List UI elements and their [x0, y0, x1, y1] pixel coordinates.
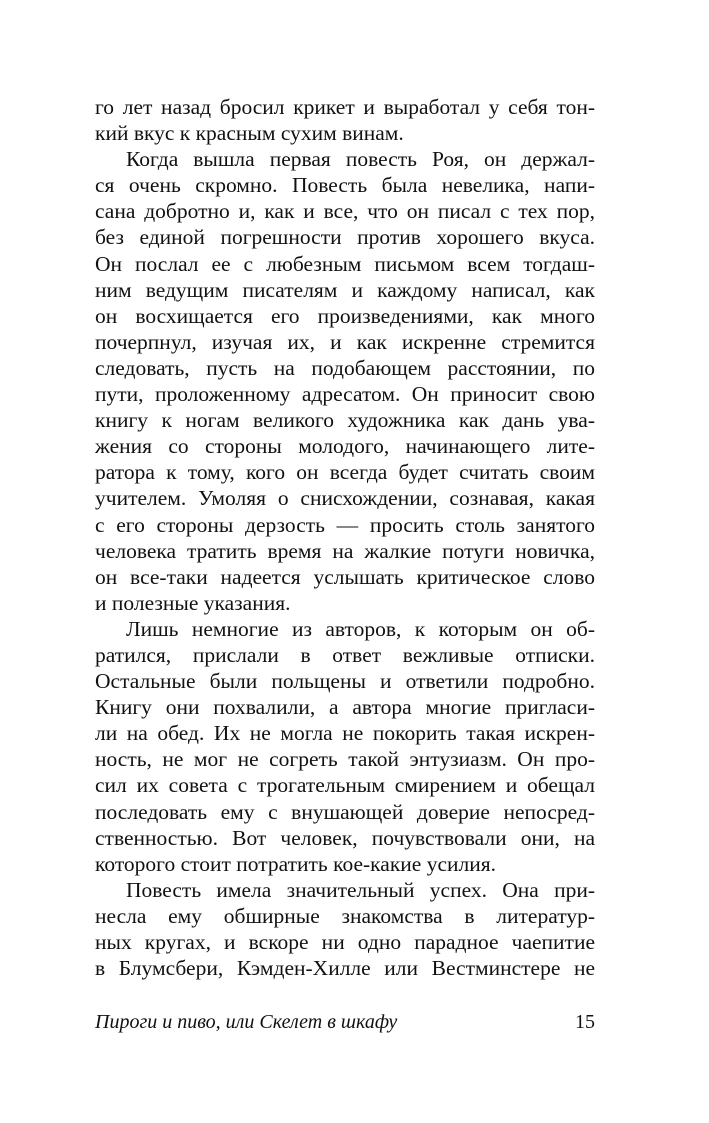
text-line: в Блумсбери, Кэмден-Хилле или Вестминстере не — [95, 956, 595, 981]
text-line: Лишь немногие из авторов, к которым он об- — [126, 616, 595, 641]
page-footer — [95, 1007, 595, 1037]
text-line: Книгу они похвалили, а автора многие пригласи- — [95, 695, 595, 720]
text-line: без единой погрешности против хорошего вкуса. — [95, 225, 595, 250]
text-line: несла ему обширные знакомства в литератур- — [95, 903, 595, 928]
text-line: ратился, прислали в ответ вежливые отписки. — [95, 642, 595, 667]
text-line: сил их совета с трогательным смирением и обещал — [95, 773, 595, 798]
text-line: которого стоит потратить кое-какие усилия. — [95, 851, 497, 876]
text-line: человека тратить время на жалкие потуги новичка, — [95, 538, 595, 563]
text-line: ных кругах, и вскоре ни одно парадное чаепитие — [95, 930, 595, 954]
page-number: 15 — [575, 1011, 595, 1033]
text-line: Остальные были польщены и ответили подробно. — [95, 669, 595, 694]
text-line: го лет назад бросил крикет и выработал у себя тон- — [95, 95, 595, 119]
text-line: ратора к тому, кого он всегда будет считать своим — [95, 460, 595, 485]
text-line: ся очень скромно. Повесть была невелика, напи- — [95, 173, 595, 198]
text-line: книгу к ногам великого художника как дань ува- — [95, 408, 595, 433]
text-line: сана добротно и, как и все, что он писал с тех пор, — [95, 199, 595, 224]
body-text — [95, 94, 595, 981]
text-line: он восхищается его произведениями, как много — [95, 303, 595, 328]
text-line: пути, проложенному адресатом. Он приносит свою — [95, 382, 595, 407]
text-line: и полезные указания. — [95, 590, 291, 615]
text-line: учителем. Умоляя о снисхождении, сознавая, какая — [95, 486, 595, 511]
text-line: жения со стороны молодого, начинающего лите- — [95, 434, 595, 459]
text-line: кий вкус к красным сухим винам. — [95, 121, 404, 146]
running-title: Пироги и пиво, или Скелет в шкафу — [95, 1011, 398, 1033]
text-line: с его стороны дерзость — просить столь занятого — [95, 512, 595, 537]
text-line: ли на обед. Их не могла не покорить такая искрен- — [95, 721, 595, 746]
text-line: Когда вышла первая повесть Роя, он держал- — [126, 147, 595, 172]
text-line: почерпнул, изучая их, и как искренне стремится — [95, 329, 595, 354]
text-line: Повесть имела значительный успех. Она при- — [126, 877, 595, 902]
text-line: ственностью. Вот человек, почувствовали они, на — [95, 825, 595, 850]
text-line: Он послал ее с любезным письмом всем тогдаш- — [95, 251, 595, 276]
text-line: он все-таки надеется услышать критическое слово — [95, 564, 595, 589]
text-line: последовать ему с внушающей доверие непосред- — [95, 799, 595, 824]
text-line: ность, не мог не согреть такой энтузиазм. Он про- — [95, 747, 595, 772]
text-line: ним ведущим писателям и каждому написал, как — [95, 277, 595, 302]
text-line: следовать, пусть на подобающем расстоянии, по — [95, 355, 595, 380]
